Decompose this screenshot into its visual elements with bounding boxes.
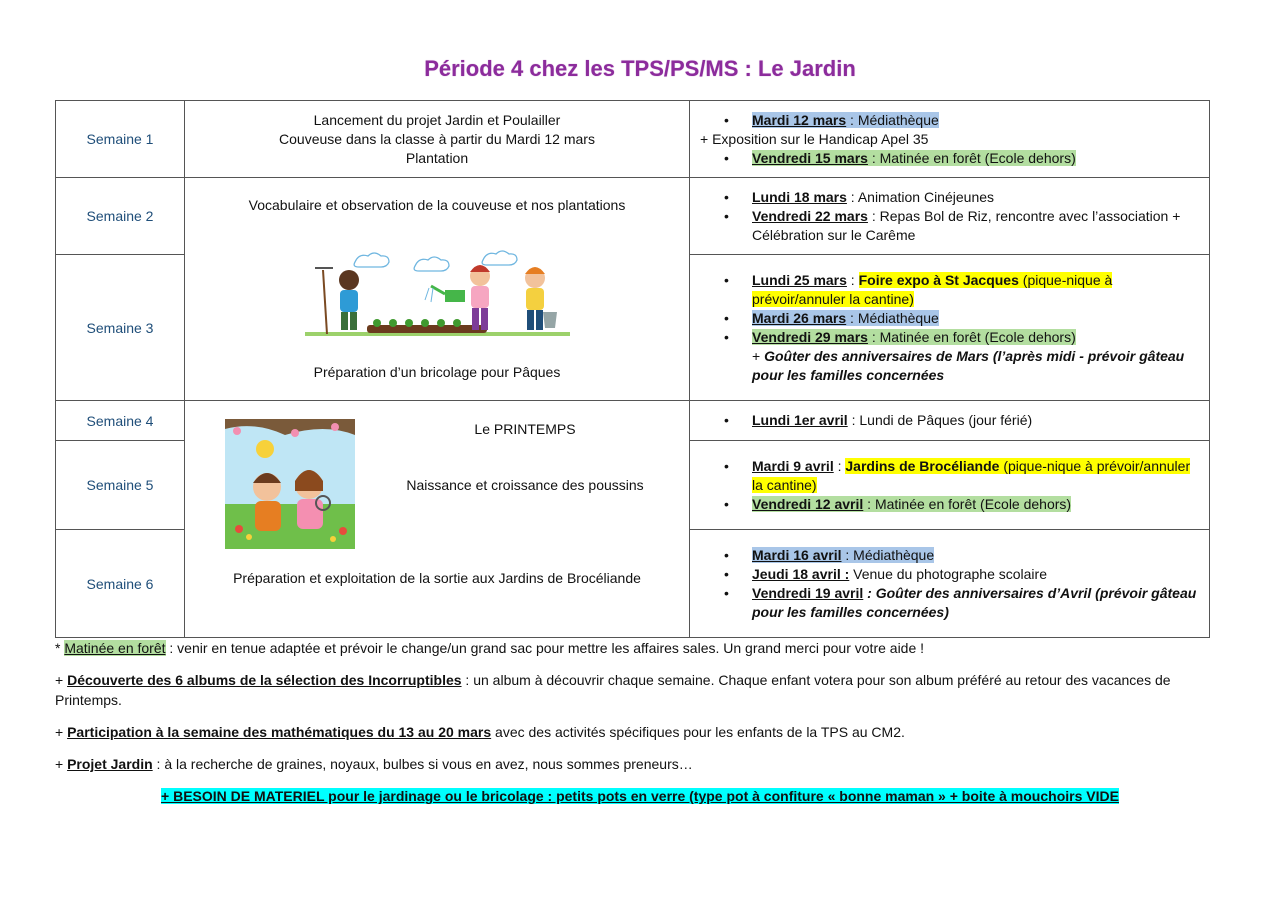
week5-events — [690, 441, 1210, 530]
event-item: • Mardi 12 mars : Médiathèque — [752, 111, 1199, 130]
week4-6-activities — [185, 401, 690, 638]
week-label: Semaine 3 — [56, 255, 185, 401]
activity-line: Plantation — [405, 149, 469, 166]
note-incorruptibles: + Découverte des 6 albums de la sélection des Incorruptibles : un album à découvrir chaque semaine. Chaque enfant votera pour son album préféré au retour des vacances de Printemps. — [55, 672, 1171, 708]
week-label: Semaine 6 — [56, 530, 185, 638]
week2-events — [690, 178, 1210, 255]
event-item: • Vendredi 22 mars : Repas Bol de Riz, rencontre avec l’association + Célébration sur le Carême — [752, 207, 1199, 245]
activity-line: Vocabulaire et observation de la couveuse et nos plantations — [248, 197, 626, 213]
week4-events — [690, 401, 1210, 441]
note-foret: * Matinée en forêt : venir en tenue adaptée et prévoir le change/un grand sac pour mettre les affaires sales. Un grand merci pour votre aide ! — [55, 640, 925, 656]
week-row-1 — [56, 101, 1210, 178]
week1-events — [690, 101, 1210, 178]
week-label: Semaine 4 — [56, 401, 185, 441]
material-request: + BESOIN DE MATERIEL pour le jardinage ou le bricolage : petits pots en verre (type pot à confiture « bonne maman » + boite à mouchoirs VIDE — [161, 788, 1119, 804]
event-item: • Vendredi 19 avril : Goûter des anniversaires d’Avril (prévoir gâteau pour les familles concernées) — [752, 584, 1199, 622]
note-mathematiques: + Participation à la semaine des mathématiques du 13 au 20 mars avec des activités spécifiques pour les enfants de la TPS au CM2. — [55, 724, 905, 740]
week2-3-activities — [185, 178, 690, 401]
activity-line: Préparation d’un bricolage pour Pâques — [313, 364, 561, 380]
note-projet-jardin: + Projet Jardin : à la recherche de graines, noyaux, bulbes si vous en avez, nous sommes preneurs… — [55, 756, 693, 772]
activity-line: Naissance et croissance des poussins — [406, 477, 644, 493]
activity-line: Lancement du projet Jardin et Poulailler — [313, 111, 561, 128]
garden-children-illustration — [305, 250, 570, 342]
activity-line: Préparation et exploitation de la sortie aux Jardins de Brocéliande — [233, 570, 641, 586]
event-item: • Mardi 9 avril : Jardins de Brocéliande (pique-nique à prévoir/annuler la cantine) — [752, 457, 1199, 495]
week6-events — [690, 530, 1210, 638]
page-title: Période 4 chez les TPS/PS/MS : Le Jardin — [424, 56, 856, 81]
activity-line: Couveuse dans la classe à partir du Mardi 12 mars — [279, 130, 595, 147]
week1-activities — [185, 101, 690, 178]
week-row-2 — [56, 178, 1210, 255]
planning-table — [55, 100, 1210, 638]
event-item: • Vendredi 12 avril : Matinée en forêt (Ecole dehors) — [752, 495, 1199, 514]
event-item: • Mardi 26 mars : Médiathèque — [752, 309, 1199, 328]
event-note: + Exposition sur le Handicap Apel 35 — [700, 130, 929, 147]
event-item: • Lundi 25 mars : Foire expo à St Jacques (pique-nique à prévoir/annuler la cantine) — [752, 271, 1199, 309]
event-note: + Goûter des anniversaires de Mars (l’après midi - prévoir gâteau pour les familles concernées — [752, 347, 1185, 383]
week-row-4 — [56, 401, 1210, 441]
week-label: Semaine 1 — [56, 101, 185, 178]
event-item: • Vendredi 29 mars : Matinée en forêt (Ecole dehors) — [752, 328, 1199, 347]
event-item: • Vendredi 15 mars : Matinée en forêt (Ecole dehors) — [752, 149, 1199, 168]
activity-line: Le PRINTEMPS — [474, 421, 576, 437]
week3-events — [690, 255, 1210, 401]
week-label: Semaine 2 — [56, 178, 185, 255]
spring-children-illustration — [225, 419, 355, 549]
event-item: • Jeudi 18 avril : Venue du photographe scolaire — [752, 565, 1199, 584]
week-label: Semaine 5 — [56, 441, 185, 530]
event-item: • Lundi 1er avril : Lundi de Pâques (jour férié) — [752, 411, 1199, 430]
event-item: • Lundi 18 mars : Animation Cinéjeunes — [752, 188, 1199, 207]
event-item: • Mardi 16 avril : Médiathèque — [752, 546, 1199, 565]
